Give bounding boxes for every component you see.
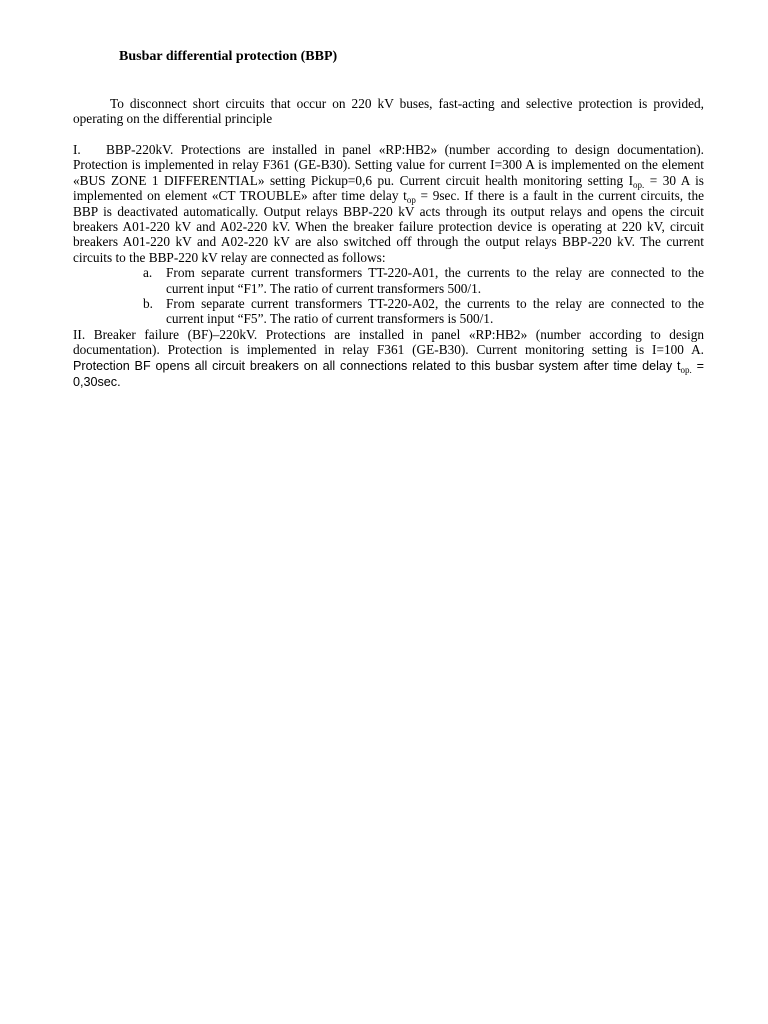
- list-item-a: [143, 265, 704, 296]
- list-text-a: From separate current transformers TT-220-A01, the currents to the relay are connected to the current input “F1”. The ratio of current transformers 500/1.: [166, 265, 704, 296]
- list-text-b: From separate current transformers TT-220-A02, the currents to the relay are connected to the current input “F5”. The ratio of current transformers is 500/1.: [166, 296, 704, 327]
- section-2-text-a: II. Breaker failure (BF)–220kV. Protections are installed in panel «RP:HB2» (number according to design documentation). Protection is implemented in relay F361 (GE-B30). Current monitoring setting is I=100 A.: [73, 326, 704, 358]
- section-1-paragraph: [73, 142, 704, 265]
- list-item-b: [143, 296, 704, 327]
- section-1: [73, 142, 704, 391]
- intro-paragraph: To disconnect short circuits that occur on 220 kV buses, fast-acting and selective protection is provided, operating on the differential principle: [73, 96, 704, 127]
- list-marker-b: b.: [143, 296, 153, 312]
- section-1-subscript-b: op: [406, 195, 416, 206]
- document-title: Busbar differential protection (BBP): [119, 49, 338, 64]
- list-marker-a: a.: [143, 265, 153, 281]
- section-1-text-a: BBP-220kV. Protections are installed in panel «RP:HB2» (number according to design documentation). Protection is implemented in relay F361 (GE-B30). Setting value for current I=300 A is implemented on the element «BUS ZONE 1 DIFFERENTIAL» setting Pickup=0,6 pu. Current circuit health monitoring setting I: [73, 142, 704, 188]
- section-1-marker: I.: [73, 142, 81, 157]
- section-1-text-b: = 30 A is implemented on element «CT TROUBLE» after time delay t: [73, 172, 704, 204]
- section-2-text-c: = 0,30sec.: [73, 358, 704, 390]
- section-2-paragraph: [73, 327, 704, 391]
- section-1-subscript-a: op.: [633, 179, 645, 190]
- section-2-text-b: Protection BF opens all circuit breakers on all connections related to this busbar system after time delay t: [73, 358, 681, 373]
- section-1-text-c: = 9sec. If there is a fault in the current circuits, the BBP is deactivated automatically. Output relays BBP-220 kV acts through its output relays and opens the circuit breakers A01-220 kV and A02-220 kV. When the breaker failure protection device is operating at 220 kV, circuit breakers A01-220 kV and A02-220 kV are also switched off through the output relays BBP-220 kV. The current circuits to the BBP-220 kV relay are connected as follows:: [73, 188, 704, 265]
- section-2-subscript: op.: [680, 364, 692, 375]
